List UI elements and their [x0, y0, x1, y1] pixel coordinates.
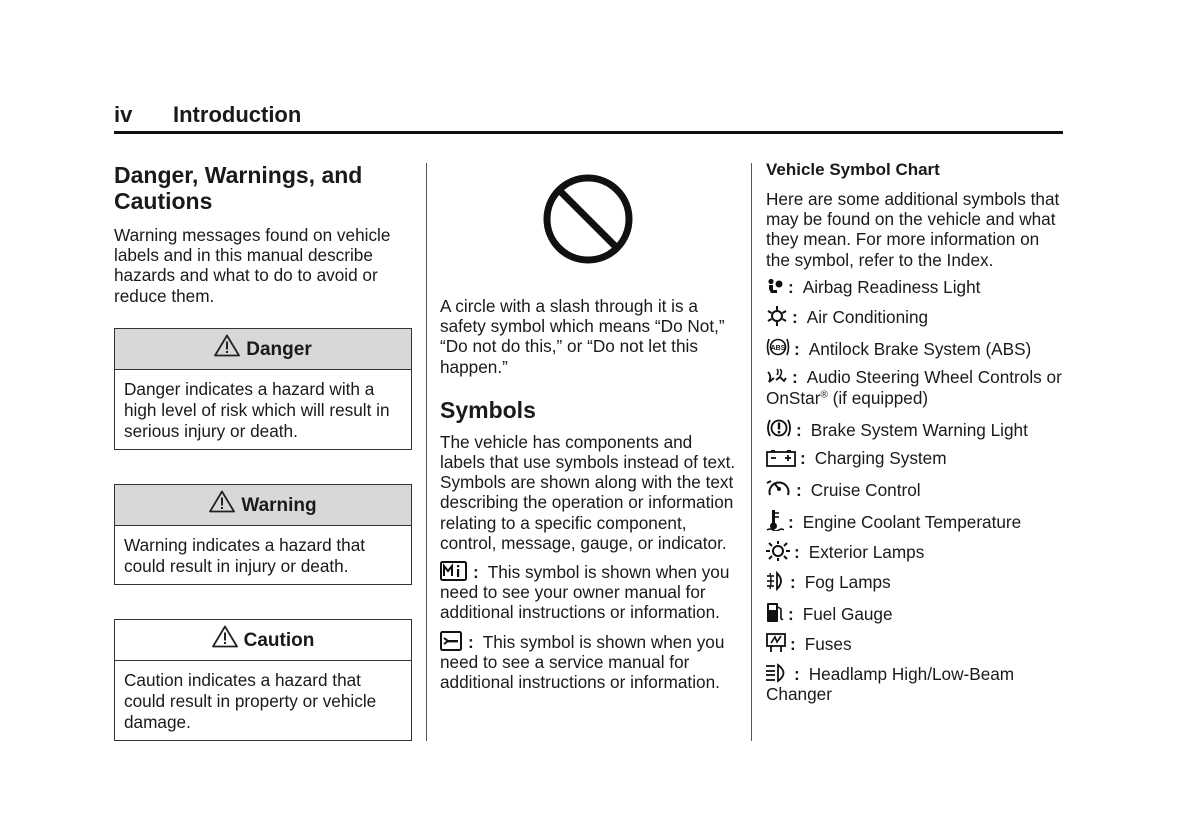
service-manual-text: This symbol is shown when you need to see a service manual for additional instructions or information.	[440, 631, 725, 693]
warning-triangle-icon	[209, 490, 235, 513]
symbol-chart-heading: Vehicle Symbol Chart	[766, 160, 940, 179]
fog-lamps-icon	[766, 571, 786, 591]
symbol-label: Brake System Warning Light	[810, 419, 1028, 440]
warning-text: Warning indicates a hazard that could result in injury or death.	[124, 534, 366, 576]
symbol-label: Charging System	[814, 448, 947, 469]
warning-title: Warning	[241, 494, 317, 516]
column-divider	[751, 163, 752, 741]
list-item: : Charging System	[766, 448, 1064, 468]
warning-triangle-icon	[214, 334, 240, 357]
owner-manual-icon	[440, 561, 467, 581]
list-item: : Fuses	[766, 633, 1064, 654]
battery-icon	[766, 449, 796, 467]
symbol-label: Airbag Readiness Light	[802, 276, 981, 297]
air-conditioning-icon	[766, 306, 788, 326]
owner-manual-paragraph	[440, 561, 736, 623]
symbol-label-suffix: (if equipped)	[827, 387, 929, 408]
colon: :	[468, 631, 474, 652]
danger-box	[114, 328, 412, 450]
list-item: : Fog Lamps	[766, 571, 1064, 592]
list-item: : Exterior Lamps	[766, 541, 1064, 562]
fuse-icon	[766, 633, 786, 653]
list-item: : Brake System Warning Light	[766, 417, 1064, 440]
abs-icon	[766, 336, 790, 358]
symbol-label: Cruise Control	[810, 480, 921, 501]
warning-box-header	[115, 485, 411, 526]
symbol-label: Fuel Gauge	[802, 603, 893, 624]
caution-box	[114, 619, 412, 741]
list-item: ABS : Antilock Brake System (ABS)	[766, 336, 1064, 359]
owner-manual-text: This symbol is shown when you need to see your owner manual for additional instructions or information.	[440, 562, 730, 623]
warnings-column	[114, 160, 412, 741]
airbag-icon	[766, 278, 784, 296]
caution-title: Caution	[243, 629, 315, 651]
symbols-column	[440, 160, 736, 692]
symbol-list	[766, 277, 1064, 704]
page-number: iv	[114, 102, 133, 127]
symbol-label: Fog Lamps	[804, 572, 891, 593]
list-item: : Cruise Control	[766, 477, 1064, 500]
svg-text:ABS: ABS	[770, 344, 786, 352]
service-manual-icon	[440, 631, 462, 651]
page-header	[114, 101, 1063, 134]
symbol-label: Antilock Brake System (ABS)	[808, 338, 1032, 359]
registered-mark: ®	[820, 388, 828, 400]
danger-title: Danger	[246, 338, 312, 360]
symbols-heading: Symbols	[440, 396, 536, 423]
prohibition-sign-icon	[541, 172, 635, 266]
warning-triangle-icon	[212, 625, 238, 648]
symbol-label: Air Conditioning	[806, 306, 929, 327]
list-item: : Air Conditioning	[766, 306, 1064, 327]
symbol-label: Engine Coolant Temperature	[802, 512, 1022, 533]
symbol-chart-column	[766, 160, 1064, 713]
coolant-temperature-icon	[766, 509, 784, 531]
steering-audio-icon	[766, 368, 788, 386]
list-item: : Headlamp High/Low-Beam Changer	[766, 663, 1015, 704]
section-title: Introduction	[173, 102, 302, 127]
danger-text: Danger indicates a hazard with a high level of risk which will result in serious injury or death.	[124, 378, 390, 441]
symbol-label: Headlamp High/Low-Beam Changer	[766, 663, 1015, 704]
warnings-intro: Warning messages found on vehicle labels and in this manual describe hazards and what to do to avoid or reduce them.	[114, 225, 391, 306]
caution-box-header	[115, 620, 411, 661]
symbol-label: Audio Steering Wheel Controls or OnStar	[766, 367, 1062, 408]
column-divider	[426, 163, 427, 741]
symbol-chart-intro: Here are some additional symbols that may be found on the vehicle and what they mean. For more information on the symbol, refer to the Index.	[766, 189, 1060, 270]
list-item: : Audio Steering Wheel Controls or OnStar® (if equipped)	[766, 367, 1062, 408]
list-item: : Airbag Readiness Light	[766, 277, 1064, 297]
warning-box	[114, 484, 412, 585]
service-manual-paragraph	[440, 631, 736, 693]
symbol-label: Exterior Lamps	[808, 542, 925, 563]
symbols-text: The vehicle has components and labels that use symbols instead of text. Symbols are shown along with the text describing the operation or information relating to a specific component, control, message, gauge, or indicator.	[440, 431, 736, 553]
fuel-pump-icon	[766, 601, 784, 623]
symbol-label: Fuses	[804, 633, 852, 654]
list-item: : Fuel Gauge	[766, 601, 1064, 624]
colon: :	[473, 562, 479, 583]
high-beam-icon	[766, 663, 790, 683]
cruise-control-icon	[766, 477, 792, 499]
circle-slash-text: A circle with a slash through it is a safety symbol which means “Do Not,” “Do not do this,” or “Do not let this happen.”	[440, 296, 725, 377]
warnings-heading: Danger, Warnings, and Cautions	[114, 162, 363, 214]
list-item: : Engine Coolant Temperature	[766, 509, 1064, 532]
danger-box-header	[115, 329, 411, 370]
brake-warning-icon	[766, 417, 792, 439]
exterior-lamps-icon	[766, 541, 790, 561]
caution-text: Caution indicates a hazard that could result in property or vehicle damage.	[124, 669, 377, 732]
